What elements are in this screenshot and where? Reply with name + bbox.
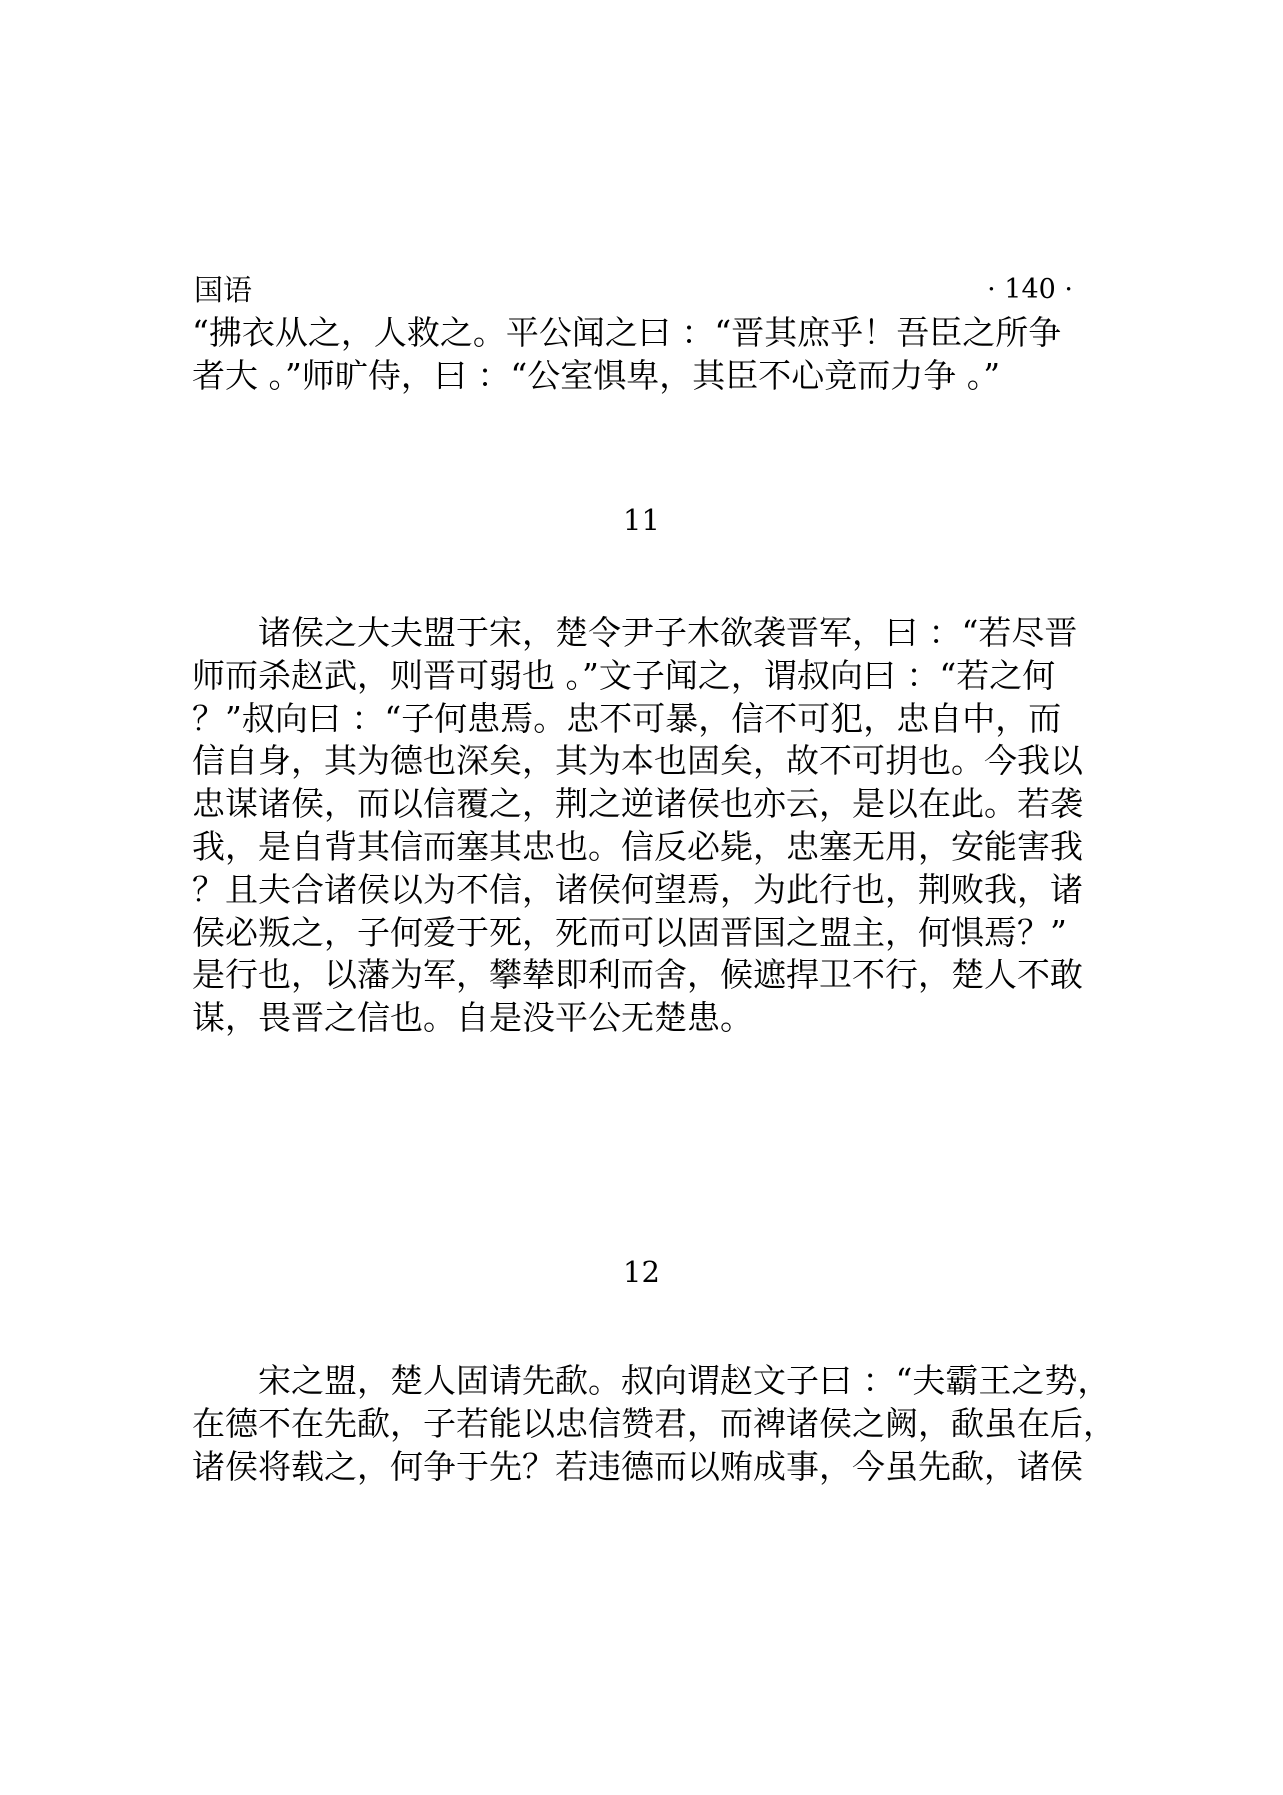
- text-line: 谋，畏晋之信也。自是没平公无楚患。: [192, 998, 753, 1038]
- text-line: 诸侯之大夫盟于宋，楚令尹子木欲袭晋军，曰 ：“若尽晋: [258, 613, 1078, 652]
- book-title: 国语: [194, 273, 253, 307]
- text-line: 在德不在先歃，子若能以忠信赞君，而裨诸侯之阙，歃虽在后，: [192, 1403, 1116, 1443]
- text-line: 我，是自背其信而塞其忠也。信反必毙，忠塞无用，安能害我: [192, 826, 1083, 866]
- text-line: ？且夫合诸侯以为不信，诸侯何望焉，为此行也，荆败我，诸: [192, 869, 1083, 909]
- text-line: 诸侯将载之，何争于先？若违德而以贿成事，今虽先歃，诸侯: [192, 1446, 1083, 1486]
- text-line: 信自身，其为德也深矣，其为本也固矣，故不可抈也。今我以: [192, 741, 1083, 781]
- text-line: 侯必叛之，子何爱于死，死而可以固晋国之盟主，何惧焉？”: [192, 912, 1067, 952]
- section-number: 11: [623, 503, 660, 537]
- section-paragraph: [192, 1360, 1116, 1488]
- text-line: 是行也，以藩为军，攀辇即利而舍，候遮捍卫不行，楚人不敢: [192, 955, 1083, 995]
- page-number: · 140 ·: [987, 274, 1073, 305]
- text-line: 忠谋诸侯，而以信覆之，荆之逆诸侯也亦云，是以在此。若袭: [192, 784, 1083, 824]
- section-paragraph: [192, 612, 1082, 1040]
- text-line: 师而杀赵武，则晋可弱也 。”文子闻之，谓叔向曰 ：“若之何: [192, 655, 1056, 695]
- section-number: 12: [623, 1255, 660, 1289]
- continuation-paragraph: [192, 312, 1082, 398]
- text-line: 宋之盟，楚人固请先歃。叔向谓赵文子曰 ：“夫霸王之势，: [258, 1361, 1111, 1400]
- text-line: ？”叔向曰 ：“子何患焉。忠不可暴，信不可犯，忠自中，而: [192, 698, 1062, 738]
- text-line: 者大 。”师旷侍，曰 ：“公室惧卑，其臣不心竞而力争 。”: [192, 355, 1001, 395]
- text-line: “拂衣从之，人救之。平公闻之曰 ：“晋其庶乎！吾臣之所争: [192, 313, 1062, 352]
